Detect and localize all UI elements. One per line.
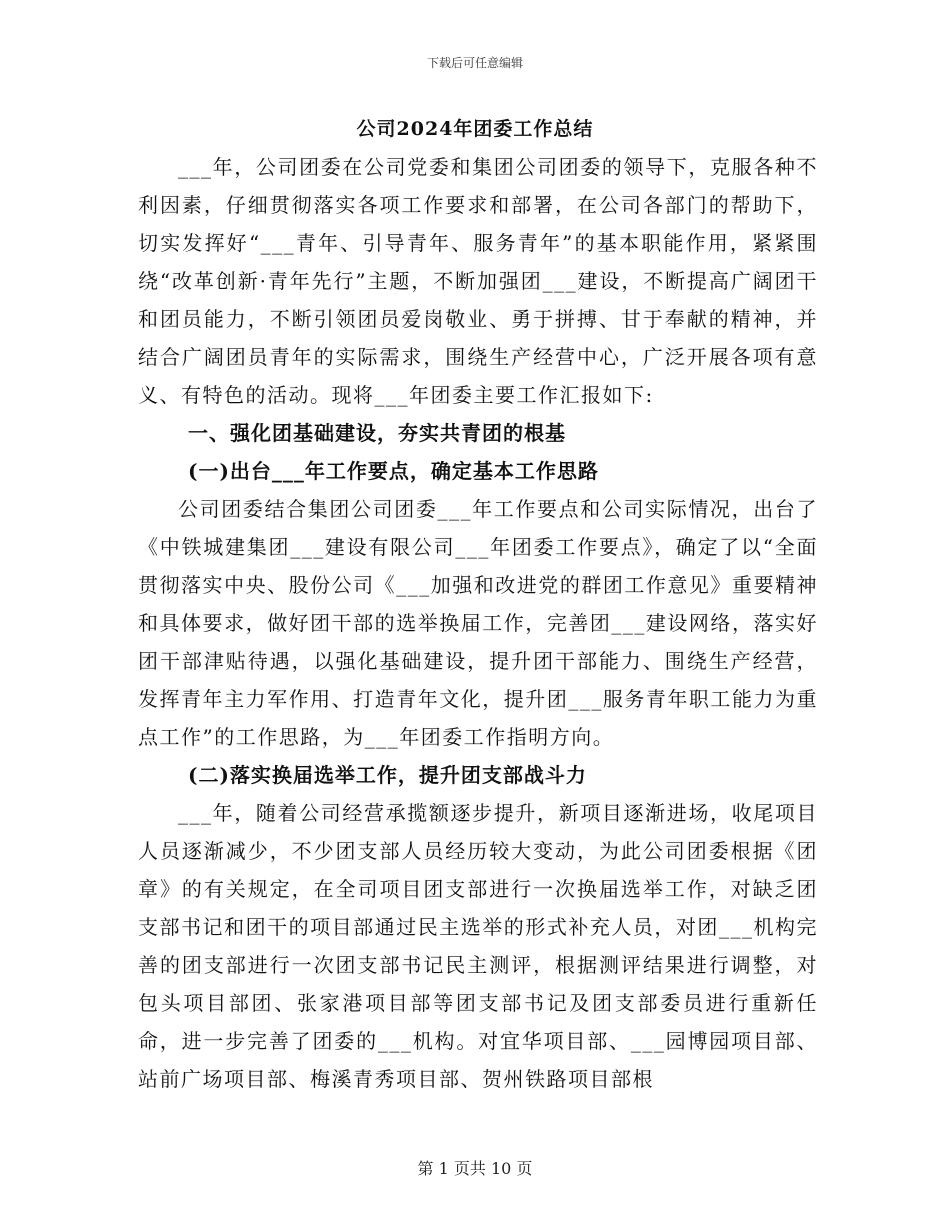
subsection-paragraph-1: 公司团委结合集团公司团委___年工作要点和公司实际情况，出台了《中铁城建集团___建设有限公司___年团委工作要点》，确定了以“全面贯彻落实中央、股份公司《___加强和改进党的群团工作意见》重要精神和具体要求，做好团干部的选举换届工作，完善团___建设网络，落实好团干部津贴待遇，以强化基础建设，提升团干部能力、围绕生产经营，发挥青年主力军作用、打造青年文化，提升团___服务青年职工能力为重点工作”的工作思路，为___年团委工作指明方向。 (138, 497, 818, 749)
page-header-note: 下载后可任意编辑 (426, 56, 523, 70)
section-heading-1: 一、强化团基础建设，夯实共青团的根基 (188, 421, 566, 445)
subsection-heading-1: (一)出台___年工作要点，确定基本工作思路 (188, 459, 599, 483)
subsection-paragraph-2: ___年，随着公司经营承揽额逐步提升，新项目逐渐进场，收尾项目人员逐渐减少，不少团支部人员经历较大变动，为此公司团委根据《团章》的有关规定，在全司项目团支部进行一次换届选举工作，对缺乏团支部书记和团干的项目部通过民主选举的形式补充人员，对团___机构完善的团支部进行一次团支部书记民主测评，根据测评结果进行调整，对包头项目部团、张家港项目部等团支部书记及团支部委员进行重新任命，进一步完善了团委的___机构。对宜华项目部、___园博园项目部、站前广场项目部、梅溪青秀项目部、贺州铁路项目部根 (138, 801, 818, 1091)
intro-paragraph: ___年，公司团委在公司党委和集团公司团委的领导下，克服各种不利因素，仔细贯彻落实各项工作要求和部署，在公司各部门的帮助下，切实发挥好“___青年、引导青年、服务青年”的基本职能作用，紧紧围绕“改革创新·青年先行”主题，不断加强团___建设，不断提高广阔团干和团员能力，不断引领团员爱岗敬业、勇于拼搏、甘于奉献的精神，并结合广阔团员青年的实际需求，围绕生产经营中心，广泛开展各项有意义、有特色的活动。现将___年团委主要工作汇报如下: (138, 155, 818, 407)
document-title: 公司2024年团委工作总结 (356, 118, 594, 140)
document-body (138, 148, 818, 1098)
page-footer-number: 第 1 页共 10 页 (417, 1159, 533, 1178)
subsection-heading-2: (二)落实换届选举工作，提升团支部战斗力 (188, 763, 587, 787)
